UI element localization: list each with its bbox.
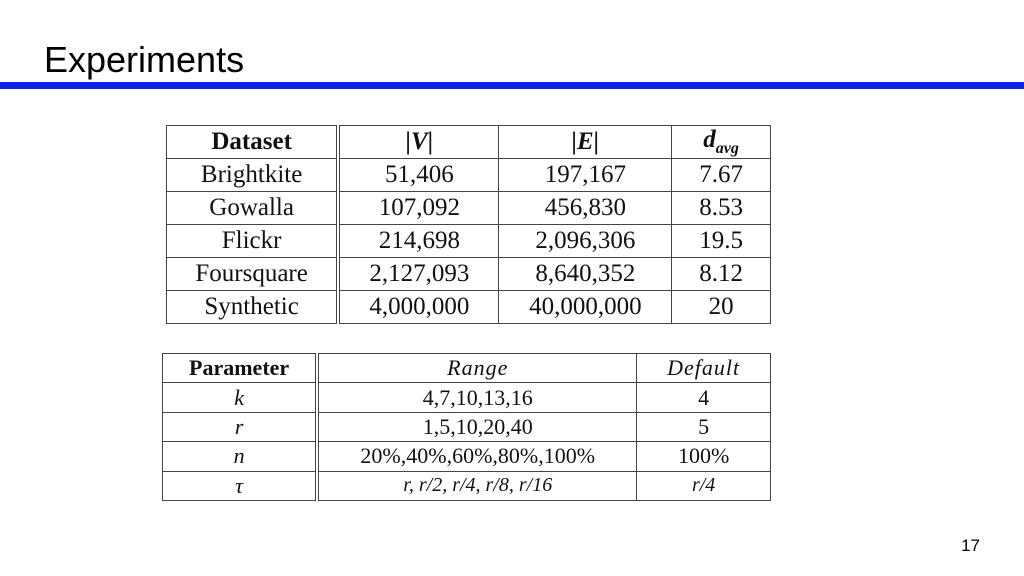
table-row bbox=[167, 192, 771, 225]
avg-degree-symbol: d bbox=[703, 126, 716, 153]
table-row bbox=[163, 412, 771, 441]
parameter-settings-table bbox=[162, 353, 771, 501]
vertex-count: 2,127,093 bbox=[338, 258, 499, 291]
parameter-symbol: n bbox=[163, 442, 318, 471]
parameter-symbol: τ bbox=[163, 471, 318, 500]
edge-count: 40,000,000 bbox=[499, 291, 672, 324]
vertex-count: 107,092 bbox=[338, 192, 499, 225]
table-header-row bbox=[167, 126, 771, 159]
table-row bbox=[167, 258, 771, 291]
column-header-vertices: |V| bbox=[338, 126, 499, 159]
avg-degree: 8.53 bbox=[672, 192, 771, 225]
slide-title: Experiments bbox=[44, 39, 245, 80]
edge-count: 197,167 bbox=[499, 159, 672, 192]
dataset-name: Foursquare bbox=[167, 258, 339, 291]
dataset-name: Gowalla bbox=[167, 192, 339, 225]
vertex-count: 214,698 bbox=[338, 225, 499, 258]
column-header-range: Range bbox=[317, 354, 637, 383]
vertex-count: 4,000,000 bbox=[338, 291, 499, 324]
dataset-name: Flickr bbox=[167, 225, 339, 258]
edge-count: 2,096,306 bbox=[499, 225, 672, 258]
avg-degree-subscript: avg bbox=[715, 140, 739, 157]
dataset-statistics-table bbox=[166, 125, 771, 324]
title-underline bbox=[0, 82, 1024, 89]
parameter-range: r, r/2, r/4, r/8, r/16 bbox=[317, 471, 637, 500]
parameter-default: 100% bbox=[637, 442, 771, 471]
dataset-name: Synthetic bbox=[167, 291, 339, 324]
parameter-range: 4,7,10,13,16 bbox=[317, 383, 637, 412]
table-row bbox=[163, 383, 771, 412]
avg-degree: 7.67 bbox=[672, 159, 771, 192]
column-header-edges: |E| bbox=[499, 126, 672, 159]
parameter-symbol: r bbox=[163, 412, 318, 441]
parameter-default: 4 bbox=[637, 383, 771, 412]
avg-degree: 20 bbox=[672, 291, 771, 324]
avg-degree: 8.12 bbox=[672, 258, 771, 291]
parameter-default: 5 bbox=[637, 412, 771, 441]
table-row bbox=[167, 225, 771, 258]
column-header-default: Default bbox=[637, 354, 771, 383]
parameter-symbol: k bbox=[163, 383, 318, 412]
column-header-avg-degree bbox=[672, 126, 771, 159]
parameter-default: r/4 bbox=[637, 471, 771, 500]
table-row bbox=[163, 471, 771, 500]
table-header-row bbox=[163, 354, 771, 383]
table-row bbox=[163, 442, 771, 471]
parameter-range: 1,5,10,20,40 bbox=[317, 412, 637, 441]
edge-count: 8,640,352 bbox=[499, 258, 672, 291]
edge-count: 456,830 bbox=[499, 192, 672, 225]
table-row bbox=[167, 159, 771, 192]
column-header-dataset: Dataset bbox=[167, 126, 339, 159]
avg-degree: 19.5 bbox=[672, 225, 771, 258]
parameter-range: 20%,40%,60%,80%,100% bbox=[317, 442, 637, 471]
table-row bbox=[167, 291, 771, 324]
column-header-parameter: Parameter bbox=[163, 354, 318, 383]
dataset-name: Brightkite bbox=[167, 159, 339, 192]
vertex-count: 51,406 bbox=[338, 159, 499, 192]
page-number: 17 bbox=[961, 536, 980, 555]
